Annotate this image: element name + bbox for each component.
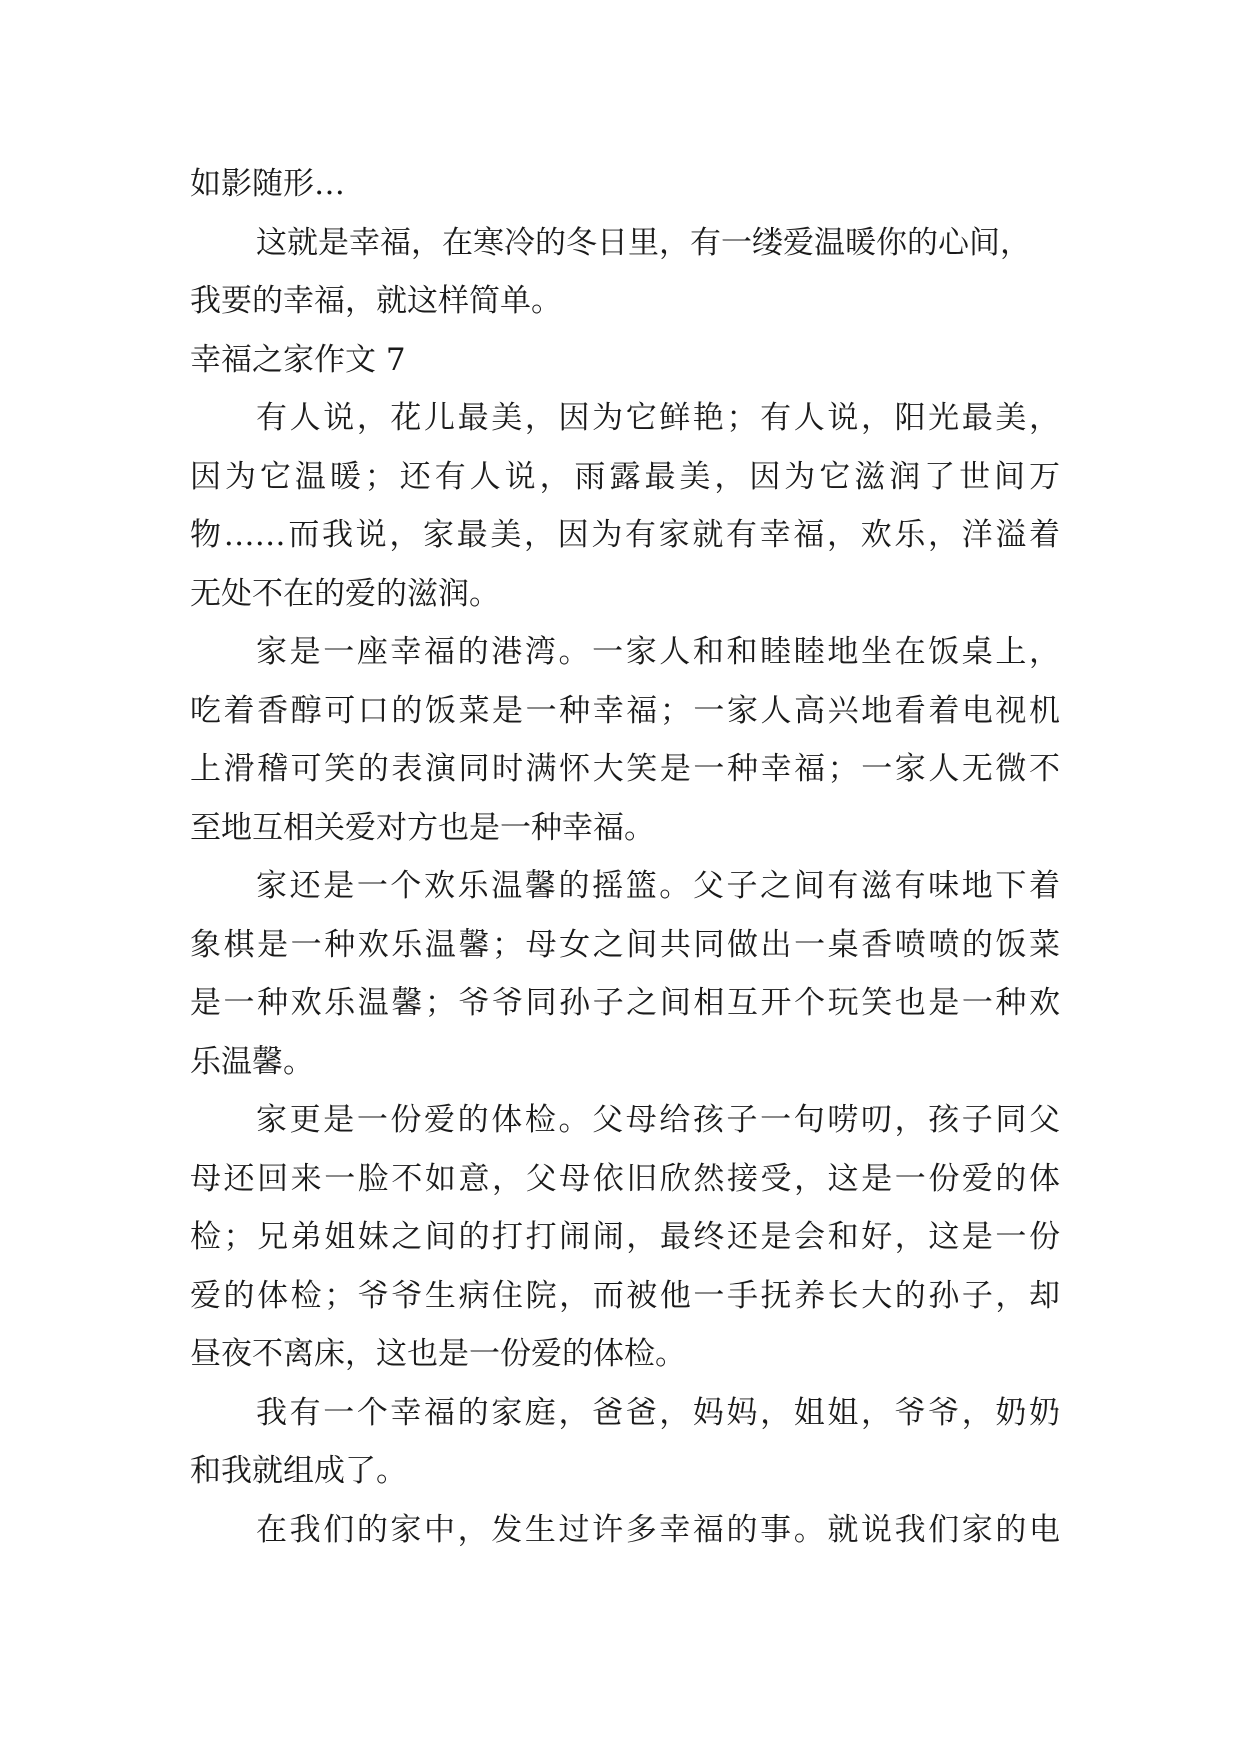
text-line: 检；兄弟姐妹之间的打打闹闹，最终还是会和好，这是一份 (190, 1219, 1060, 1255)
text-line: 和我就组成了。 (190, 1453, 407, 1489)
paragraph-first-line: 家还是一个欢乐温馨的摇篮。父子之间有滋有味地下着 (256, 868, 1060, 904)
text-line: 母还回来一脸不如意，父母依旧欣然接受，这是一份爱的体 (190, 1160, 1060, 1197)
document-body (190, 155, 1060, 1559)
text-line: 如影随形… (190, 166, 345, 202)
text-line: 上滑稽可笑的表演同时满怀大笑是一种幸福；一家人无微不 (190, 751, 1060, 787)
paragraph-first-line: 这就是幸福，在寒冷的冬日里，有一缕爱温暖你的心间， (256, 224, 1031, 261)
paragraph-first-line: 在我们的家中，发生过许多幸福的事。就说我们家的电 (256, 1511, 1060, 1548)
text-line: 昼夜不离床，这也是一份爱的体检。 (190, 1336, 686, 1372)
text-line: 无处不在的爱的滋润。 (190, 575, 500, 612)
text-line: 是一种欢乐温馨；爷爷同孙子之间相互开个玩笑也是一种欢 (190, 985, 1060, 1021)
text-line: 因为它温暖；还有人说，雨露最美，因为它滋润了世间万 (190, 458, 1060, 495)
paragraph-first-line: 家更是一份爱的体检。父母给孩子一句唠叨，孩子同父 (256, 1102, 1060, 1138)
text-line: 象棋是一种欢乐温馨；母女之间共同做出一桌香喷喷的饭菜 (190, 926, 1060, 963)
text-line: 至地互相关爱对方也是一种幸福。 (190, 809, 655, 846)
paragraph-first-line: 我有一个幸福的家庭，爸爸，妈妈，姐姐，爷爷，奶奶 (256, 1394, 1060, 1431)
text-line: 吃着香醇可口的饭菜是一种幸福；一家人高兴地看着电视机 (190, 692, 1060, 729)
text-line: 我要的幸福，就这样简单。 (190, 283, 562, 319)
paragraph-first-line: 家是一座幸福的港湾。一家人和和睦睦地坐在饭桌上， (256, 634, 1060, 670)
paragraph-first-line: 有人说，花儿最美，因为它鲜艳；有人说，阳光最美， (256, 400, 1060, 436)
text-line: 爱的体检；爷爷生病住院，而被他一手抚养长大的孙子，却 (190, 1277, 1060, 1314)
section-heading: 幸福之家作文 7 (190, 341, 406, 378)
text-line: 乐温馨。 (190, 1043, 314, 1080)
text-line: 物……而我说，家最美，因为有家就有幸福，欢乐，洋溢着 (190, 517, 1060, 553)
